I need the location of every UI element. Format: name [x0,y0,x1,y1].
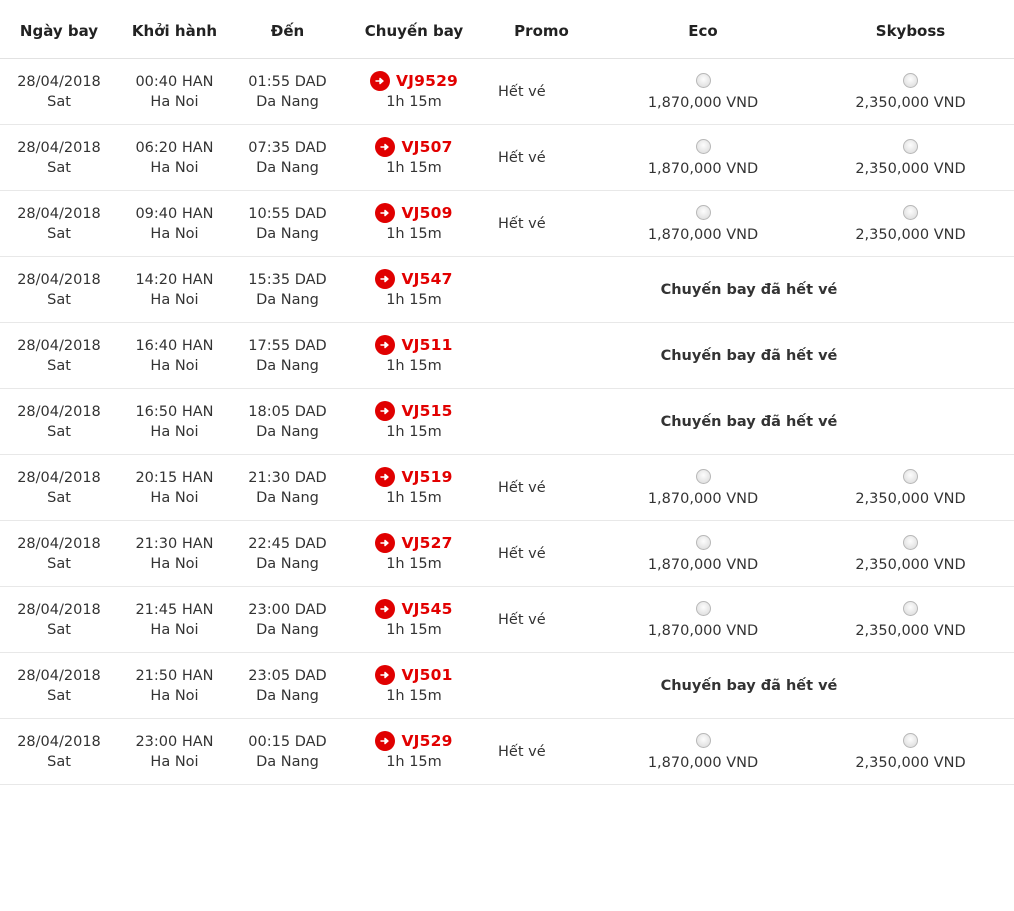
cell-departure [118,125,231,191]
arrow-right-circle-icon [375,335,395,355]
flight-date: 28/04/2018 [17,139,101,156]
skyboss-fare-radio[interactable] [903,205,918,220]
skyboss-fare-price: 2,350,000 VND [855,622,966,639]
cell-arrival [231,521,344,587]
cell-date [0,719,118,785]
column-header-eco: Eco [688,22,718,40]
flight-number[interactable]: VJ507 [401,138,453,156]
flight-weekday: Sat [47,489,71,506]
skyboss-fare-price: 2,350,000 VND [855,556,966,573]
departure-time: 20:15 HAN [135,469,214,486]
flight-date: 28/04/2018 [17,667,101,684]
arrival-city: Da Nang [256,555,319,572]
arrow-right-circle-icon [370,71,390,91]
flight-soldout-message: Chuyến bay đã hết vé [660,347,838,364]
cell-skyboss-fare[interactable] [807,587,1014,653]
cell-arrival [231,587,344,653]
table-row[interactable] [0,257,1014,323]
flight-number[interactable]: VJ501 [401,666,453,684]
flight-weekday: Sat [47,753,71,770]
cell-eco-fare[interactable] [599,191,807,257]
cell-flight[interactable] [344,719,484,785]
eco-fare-price: 1,870,000 VND [647,160,759,177]
flight-date: 28/04/2018 [17,205,101,222]
eco-fare-price: 1,870,000 VND [647,754,759,771]
arrival-time: 23:00 DAD [248,601,327,618]
promo-status: Hết vé [498,545,546,562]
flight-date: 28/04/2018 [17,733,101,750]
skyboss-fare-radio[interactable] [903,469,918,484]
arrival-city: Da Nang [256,423,319,440]
departure-city: Ha Noi [150,489,199,506]
table-row[interactable] [0,521,1014,587]
arrow-right-circle-icon [375,203,395,223]
cell-promo [484,521,599,587]
cell-flight[interactable] [344,257,484,323]
departure-city: Ha Noi [150,753,199,770]
skyboss-fare-price: 2,350,000 VND [855,160,966,177]
skyboss-fare-price: 2,350,000 VND [855,94,966,111]
flight-number[interactable]: VJ9529 [395,72,459,90]
flight-duration: 1h 15m [386,160,442,176]
cell-departure [118,191,231,257]
cell-departure [118,521,231,587]
flight-date: 28/04/2018 [17,469,101,486]
cell-date [0,389,118,455]
flight-weekday: Sat [47,159,71,176]
cell-departure [118,653,231,719]
flight-duration: 1h 15m [386,688,442,704]
flight-date: 28/04/2018 [17,337,101,354]
cell-date [0,455,118,521]
flight-duration: 1h 15m [386,556,442,572]
departure-time: 09:40 HAN [135,205,214,222]
flight-weekday: Sat [47,357,71,374]
column-header-departure: Khởi hành [131,22,218,40]
flight-weekday: Sat [47,225,71,242]
cell-date [0,125,118,191]
flight-duration: 1h 15m [386,754,442,770]
eco-fare-price: 1,870,000 VND [647,556,759,573]
departure-time: 00:40 HAN [135,73,214,90]
cell-flight[interactable] [344,191,484,257]
flight-duration: 1h 15m [386,358,442,374]
cell-arrival [231,455,344,521]
cell-arrival [231,257,344,323]
cell-skyboss-fare[interactable] [807,719,1014,785]
cell-flight[interactable] [344,389,484,455]
cell-date [0,521,118,587]
departure-time: 21:50 HAN [135,667,214,684]
departure-time: 16:40 HAN [135,337,214,354]
cell-arrival [231,323,344,389]
departure-time: 23:00 HAN [135,733,214,750]
column-header-skyboss: Skyboss [875,22,946,40]
cell-date [0,191,118,257]
departure-time: 21:30 HAN [135,535,214,552]
skyboss-fare-radio[interactable] [903,139,918,154]
eco-fare-radio[interactable] [696,601,711,616]
arrival-city: Da Nang [256,357,319,374]
cell-skyboss-fare[interactable] [807,521,1014,587]
cell-arrival [231,191,344,257]
cell-arrival [231,389,344,455]
flight-number[interactable]: VJ529 [401,732,453,750]
eco-fare-radio[interactable] [696,73,711,88]
skyboss-fare-price: 2,350,000 VND [855,226,966,243]
flight-weekday: Sat [47,291,71,308]
flight-duration: 1h 15m [386,490,442,506]
flight-duration: 1h 15m [386,424,442,440]
cell-date [0,323,118,389]
arrow-right-circle-icon [375,731,395,751]
arrival-time: 21:30 DAD [248,469,327,486]
cell-flight[interactable] [344,587,484,653]
flight-soldout-message: Chuyến bay đã hết vé [660,413,838,430]
cell-promo [484,191,599,257]
departure-time: 16:50 HAN [135,403,214,420]
cell-date [0,587,118,653]
eco-fare-price: 1,870,000 VND [647,622,759,639]
departure-time: 21:45 HAN [135,601,214,618]
flight-number[interactable]: VJ547 [401,270,453,288]
flight-date: 28/04/2018 [17,403,101,420]
table-row[interactable] [0,587,1014,653]
arrow-right-circle-icon [375,269,395,289]
table-row[interactable] [0,455,1014,521]
cell-eco-fare[interactable] [599,521,807,587]
skyboss-fare-radio[interactable] [903,535,918,550]
arrival-city: Da Nang [256,489,319,506]
skyboss-fare-radio[interactable] [903,601,918,616]
departure-time: 06:20 HAN [135,139,214,156]
cell-flight[interactable] [344,455,484,521]
eco-fare-radio[interactable] [696,205,711,220]
skyboss-fare-price: 2,350,000 VND [855,490,966,507]
column-header-arrival: Đến [270,22,305,40]
flight-duration: 1h 15m [386,622,442,638]
arrival-city: Da Nang [256,159,319,176]
cell-promo [484,587,599,653]
cell-departure [118,719,231,785]
cell-departure [118,59,231,125]
arrow-right-circle-icon [375,137,395,157]
arrow-right-circle-icon [375,665,395,685]
promo-status: Hết vé [498,611,546,628]
eco-fare-radio[interactable] [696,535,711,550]
cell-arrival [231,653,344,719]
flight-date: 28/04/2018 [17,601,101,618]
cell-date [0,257,118,323]
eco-fare-price: 1,870,000 VND [647,490,759,507]
cell-departure [118,389,231,455]
arrival-time: 00:15 DAD [248,733,327,750]
flight-soldout-message: Chuyến bay đã hết vé [660,677,838,694]
cell-eco-fare[interactable] [599,125,807,191]
cell-promo [484,125,599,191]
flight-weekday: Sat [47,687,71,704]
table-row[interactable] [0,389,1014,455]
arrow-right-circle-icon [375,401,395,421]
arrival-time: 18:05 DAD [248,403,327,420]
cell-eco-fare[interactable] [599,719,807,785]
cell-skyboss-fare[interactable] [807,455,1014,521]
arrow-right-circle-icon [375,467,395,487]
cell-departure [118,455,231,521]
cell-eco-fare[interactable] [599,59,807,125]
arrow-right-circle-icon [375,533,395,553]
departure-city: Ha Noi [150,687,199,704]
promo-status: Hết vé [498,215,546,232]
skyboss-fare-price: 2,350,000 VND [855,754,966,771]
eco-fare-price: 1,870,000 VND [647,94,759,111]
column-header-date: Ngày bay [19,22,99,40]
flight-number[interactable]: VJ515 [401,402,453,420]
promo-status: Hết vé [498,743,546,760]
cell-flight[interactable] [344,521,484,587]
cell-arrival [231,125,344,191]
flight-date: 28/04/2018 [17,535,101,552]
departure-city: Ha Noi [150,291,199,308]
flight-weekday: Sat [47,555,71,572]
arrival-time: 23:05 DAD [248,667,327,684]
flight-number[interactable]: VJ519 [401,468,453,486]
departure-city: Ha Noi [150,357,199,374]
arrival-city: Da Nang [256,753,319,770]
arrival-time: 17:55 DAD [248,337,327,354]
arrival-city: Da Nang [256,225,319,242]
cell-promo [484,59,599,125]
departure-city: Ha Noi [150,621,199,638]
flight-weekday: Sat [47,621,71,638]
column-header-flight: Chuyến bay [364,22,464,40]
arrival-time: 07:35 DAD [248,139,327,156]
cell-eco-fare[interactable] [599,587,807,653]
table-body [0,59,1014,785]
cell-arrival [231,719,344,785]
cell-flight[interactable] [344,125,484,191]
flight-duration: 1h 15m [386,226,442,242]
table-row[interactable] [0,323,1014,389]
departure-time: 14:20 HAN [135,271,214,288]
table-row[interactable] [0,59,1014,125]
flight-number[interactable]: VJ527 [401,534,453,552]
flight-date: 28/04/2018 [17,73,101,90]
departure-city: Ha Noi [150,159,199,176]
cell-departure [118,323,231,389]
flight-duration: 1h 15m [386,94,442,110]
cell-date [0,59,118,125]
skyboss-fare-radio[interactable] [903,733,918,748]
arrival-time: 10:55 DAD [248,205,327,222]
table-row[interactable] [0,653,1014,719]
table-header [0,0,1014,59]
arrival-city: Da Nang [256,291,319,308]
flight-weekday: Sat [47,423,71,440]
flight-weekday: Sat [47,93,71,110]
flight-date: 28/04/2018 [17,271,101,288]
promo-status: Hết vé [498,479,546,496]
promo-status: Hết vé [498,83,546,100]
flight-soldout-message: Chuyến bay đã hết vé [660,281,838,298]
cell-skyboss-fare[interactable] [807,125,1014,191]
promo-status: Hết vé [498,149,546,166]
arrival-time: 15:35 DAD [248,271,327,288]
flight-number[interactable]: VJ511 [401,336,453,354]
arrival-city: Da Nang [256,621,319,638]
cell-flight[interactable] [344,59,484,125]
eco-fare-radio[interactable] [696,469,711,484]
table-row[interactable] [0,719,1014,785]
cell-skyboss-fare[interactable] [807,191,1014,257]
cell-promo [484,455,599,521]
arrival-time: 01:55 DAD [248,73,327,90]
flight-number[interactable]: VJ509 [401,204,453,222]
cell-skyboss-fare[interactable] [807,59,1014,125]
cell-flight[interactable] [344,323,484,389]
skyboss-fare-radio[interactable] [903,73,918,88]
arrival-city: Da Nang [256,93,319,110]
arrow-right-circle-icon [375,599,395,619]
departure-city: Ha Noi [150,225,199,242]
table-row[interactable] [0,191,1014,257]
arrival-city: Da Nang [256,687,319,704]
arrival-time: 22:45 DAD [248,535,327,552]
cell-eco-fare[interactable] [599,455,807,521]
cell-flight[interactable] [344,653,484,719]
column-header-promo: Promo [514,22,569,40]
table-row[interactable] [0,125,1014,191]
cell-departure [118,587,231,653]
flight-number[interactable]: VJ545 [401,600,453,618]
cell-date [0,653,118,719]
departure-city: Ha Noi [150,423,199,440]
eco-fare-radio[interactable] [696,139,711,154]
eco-fare-radio[interactable] [696,733,711,748]
departure-city: Ha Noi [150,555,199,572]
cell-arrival [231,59,344,125]
cell-departure [118,257,231,323]
cell-promo [484,719,599,785]
departure-city: Ha Noi [150,93,199,110]
flight-duration: 1h 15m [386,292,442,308]
eco-fare-price: 1,870,000 VND [647,226,759,243]
